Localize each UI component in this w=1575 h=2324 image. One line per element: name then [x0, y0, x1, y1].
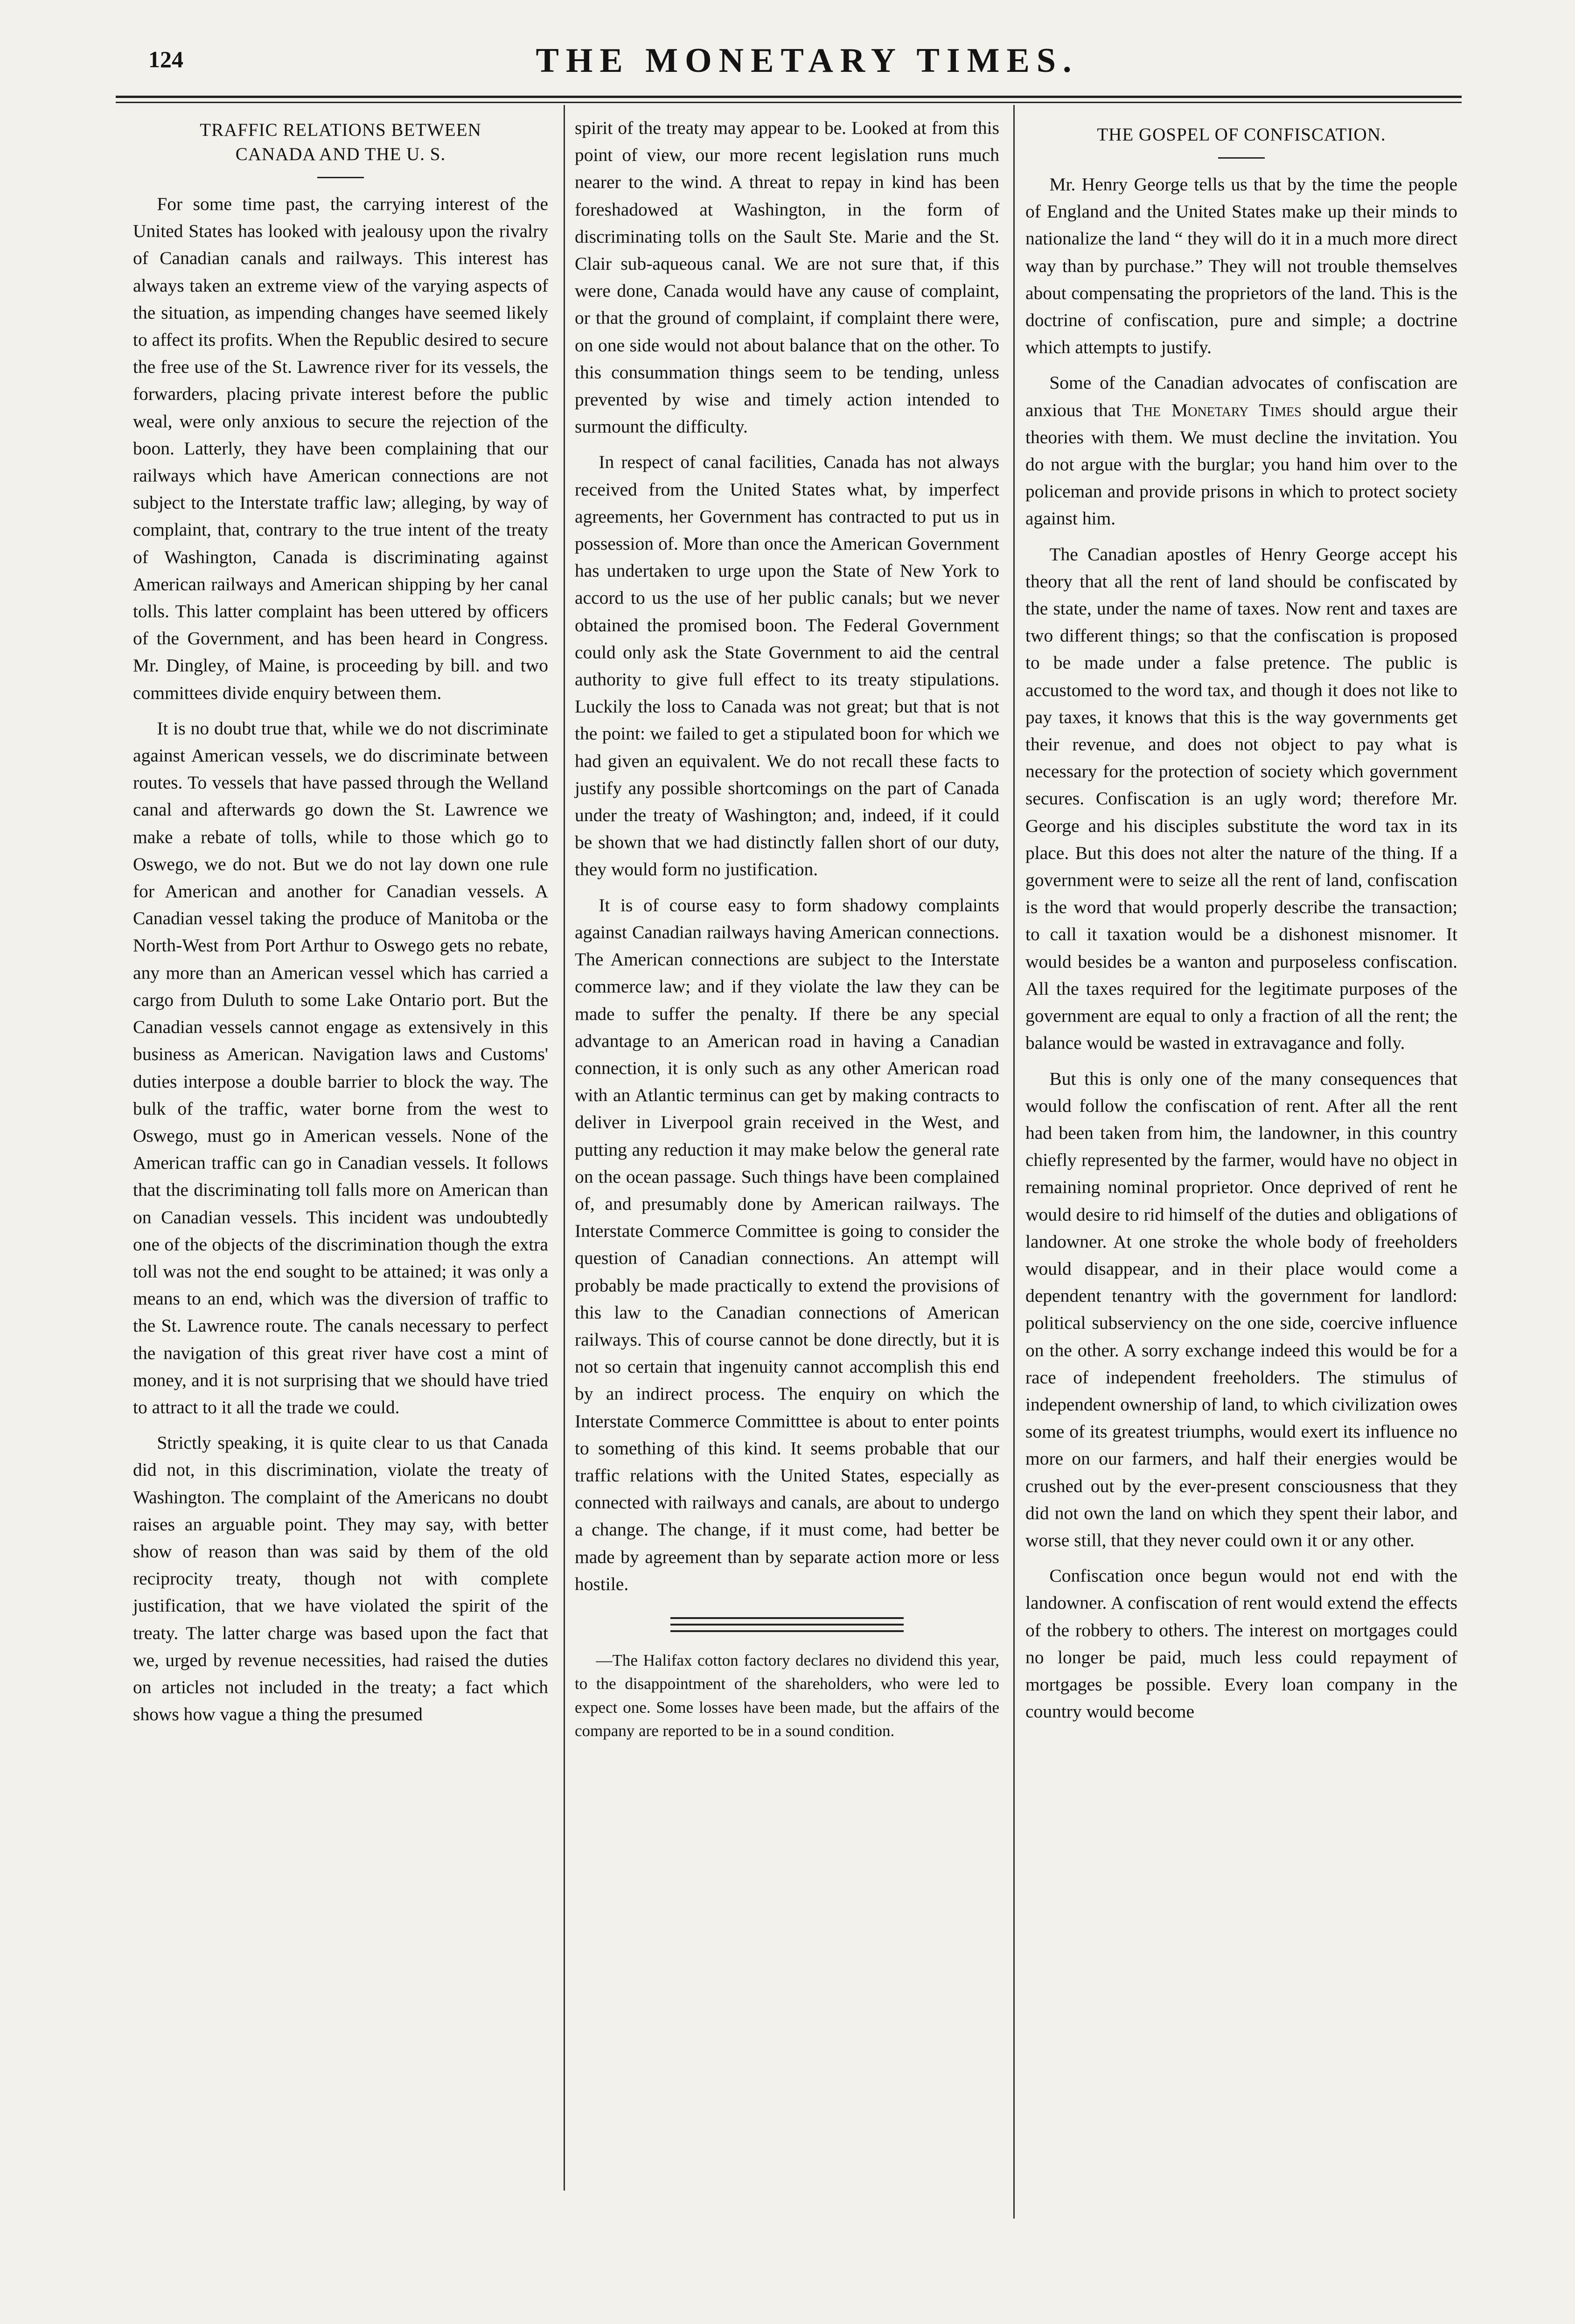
masthead: THE MONETARY TIMES. [536, 42, 1079, 80]
headline-line-2: CANADA AND THE U. S. [235, 144, 446, 164]
article-paragraph: Confiscation once begun would not end with the landowner. A confiscation of rent would extend the effects of the robbery to others. The interest on mortgages could no longer be paid, much less could repayment of mortgages be possible. Every loan company in the country would become [1025, 1565, 1457, 1722]
article-headline-traffic [133, 118, 548, 167]
article-headline-gospel: THE GOSPEL OF CONFISCATION. [1097, 125, 1386, 145]
article-paragraph: But this is only one of the many consequences that would follow the confiscation of rent. After all the rent had been taken from him, the landowner, in this country chiefly represented by the farmer, would have no object in remaining nominal proprietor. Once deprived of rent he would desire to rid himself of the duties and obligations of landowner. At one stroke the whole body of freeholders would disappear, and in their place would come a dependent tenantry with the government for landlord: political subserviency on the one side, coercive influence on the other. A sorry exchange indeed this would be for a race of independent freeholders. The stimulus of independent ownership of land, to which civilization owes some of its greatest triumphs, would exert its influence no more on our farmers, and half their energies would be crushed out by the ever-present consciousness that they did not own the land on which they spent their labor, and worse still, that they never could own it or any other. [1025, 1068, 1457, 1550]
paragraph-text: should argue their theories with them. We must decline the invitation. You do not argue with the burglar; you hand him over to the policeman and provide prisons in which to protect society against him. [1025, 399, 1457, 529]
article-paragraph [1025, 369, 1457, 532]
publication-name: The Monetary Times [1132, 399, 1302, 420]
section-divider [670, 1617, 904, 1632]
news-note: —The Halifax cotton factory declares no dividend this year, to the disappointment of the shareholders, who were led to expect one. Some losses have been made, but the affairs of the company are reported to be in a sound condition. [575, 1651, 999, 1740]
article-paragraph: It is of course easy to form shadowy complaints against Canadian railways having American connections. The American connections are subject to the Interstate commerce law; and if they violate the law they can be made to suffer the penalty. If there be any special advantage to an American road in having a Canadian connection, it is only such as any other American road with an Atlantic terminus can get by making contracts to deliver in Liverpool grain received in the West, and putting any reduction it may make below the general rate on the ocean passage. Such things have been complained of, and presumably done by American railways. The Interstate Commerce Committee is going to consider the question of Canadian connections. An attempt will probably be made practically to extend the provisions of this law to the Canadian connections of American railways. This of course cannot be done directly, but it is not so certain that ingenuity cannot accomplish this end by an indirect process. The enquiry on which the Interstate Commerce Committtee is about to enter points to something of this kind. It seems probable that our traffic relations with the United States, especially as connected with railways and canals, are about to undergo a change. The change, if it must come, had better be made by agreement than by separate action more or less hostile. [575, 894, 999, 1594]
article-paragraph: Mr. Henry George tells us that by the time the people of England and the United States make up their minds to nationalize the land “ they will do it in a much more direct way than by purchase.” They will not trouble themselves about compensating the proprietors of the land. This is the doctrine of confiscation, pure and simple; a doctrine which attempts to justify. [1025, 174, 1457, 358]
article-paragraph: The Canadian apostles of Henry George accept his theory that all the rent of land should be confiscated by the state, under the name of taxes. Now rent and taxes are two different things; so that the confiscation is proposed to be made under a false pretence. The public is accustomed to the word tax, and though it does not like to pay taxes, it knows that this is the way governments get their revenue, and does not object to pay what is necessary for the protection of society which government secures. Confiscation is an ugly word; therefore Mr. George and his disciples substitute the word tax in its place. But this does not alter the nature of the thing. If a government were to seize all the rent of land, confiscation is the word that would properly describe the transaction; to call it taxation would be a dishonest misnomer. It would besides be a wanton and purposeless confiscation. All the taxes required for the legitimate purposes of the government are equal to only a fraction of all the rent; the balance would be wasted in extravagance and folly. [1025, 544, 1457, 1054]
column-2 [575, 114, 999, 1743]
article-paragraph: spirit of the treaty may appear to be. Looked at from this point of view, our more recent legislation runs much nearer to the wind. A threat to repay in kind has been foreshadowed at Washington, in the form of discriminating tolls on the Sault Ste. Marie and the St. Clair sub-aqueous canal. We are not sure that, if this were done, Canada would have any cause of complaint, or that the ground of complaint, if complaint there were, on one side would not about balance that on the other. To this consummation things seem to be tending, unless prevented by wise and timely action intended to surmount the difficulty. [575, 118, 999, 437]
headline-rule [317, 177, 364, 178]
article-paragraph: For some time past, the carrying interest of the United States has looked with jealousy upon the rivalry of Canadian canals and railways. This interest has always taken an extreme view of the varying aspects of the situation, as impending changes have seemed likely to affect its profits. When the Republic desired to secure the free use of the St. Lawrence river for its vessels, the forwarders, placing private interest before the public weal, were only anxious to secure the rejection of the boon. Latterly, they have been complaining that our railways which have American connections are not subject to the Interstate traffic law; alleging, by way of complaint, that, contrary to the true intent of the treaty of Washington, Canada is discriminating against American railways and American shipping by her canal tolls. This latter complaint has been uttered by officers of the Government, and has been heard in Congress. Mr. Dingley, of Maine, is proceeding by bill. and two committees divide enquiry between them. [133, 194, 548, 703]
header-rule-thin [116, 102, 1462, 103]
header-rule-thick [116, 96, 1462, 98]
headline-line-1: TRAFFIC RELATIONS BETWEEN [200, 120, 481, 140]
page-number: 124 [148, 46, 183, 72]
headline-rule [1218, 157, 1265, 159]
article-paragraph: In respect of canal facilities, Canada has not always received from the United States what, by imperfect agreements, her Government has contracted to put us in possession of. More than once the American Government has undertaken to urge upon the State of New York to accord to us the use of her public canals; but we never obtained the promised boon. The Federal Government could only ask the State Government to aid the central authority to give full effect to its treaty stipulations. Luckily the loss to Canada was not great; but that is not the point: we failed to get a stipulated boon for which we had given an equivalent. We do not recall these facts to justify any possible shortcomings on the part of Canada under the treaty of Washington; and, indeed, if it could be shown that we had distinctly fallen short of our duty, they would form no justification. [575, 452, 999, 880]
column-3 [1013, 114, 1457, 1725]
column-rule-left [564, 105, 565, 2191]
article-paragraph: Strictly speaking, it is quite clear to us that Canada did not, in this discrimination, violate the treaty of Washington. The complaint of the Americans no doubt raises an arguable point. They may say, with better show of reason than was said by them of the old reciprocity treaty, though not with complete justification, that we have violated the spirit of the treaty. The latter charge was based upon the fact that we, urged by revenue necessities, had raised the duties on articles not included in the treaty; a fact which shows how vague a thing the presumed [133, 1432, 548, 1725]
article-paragraph: It is no doubt true that, while we do not discriminate against American vessels, we do discriminate between routes. To vessels that have passed through the Welland canal and afterwards go down the St. Lawrence we make a rebate of tolls, while to those which go to Oswego, we do not. But we do not lay down one rule for American and another for Canadian vessels. A Canadian vessel taking the produce of Manitoba or the North-West from Port Arthur to Oswego gets no rebate, any more than an American vessel which has carried a cargo from Duluth to some Lake Ontario port. But the Canadian vessels cannot engage as extensively in this business as American. Navigation laws and Customs' duties interpose a double barrier to block the way. The bulk of the traffic, water borne from the west to Oswego, must go in American vessels. None of the American traffic can go in Canadian vessels. It follows that the discriminating toll falls more on American than on Canadian vessels. This incident was undoubtedly one of the objects of the discrimination though the extra toll was not the end sought to be attained; it was only a means to an end, which was the diversion of traffic to the St. Lawrence route. The canals necessary to perfect the navigation of this great river have cost a mint of money, and it is not surprising that we should have tried to attract to it all the trade we could. [133, 718, 548, 1417]
paragraph-text: Some of the Canadian advocates of confiscation are anxious that [1025, 372, 1457, 420]
column-1 [133, 114, 548, 1728]
